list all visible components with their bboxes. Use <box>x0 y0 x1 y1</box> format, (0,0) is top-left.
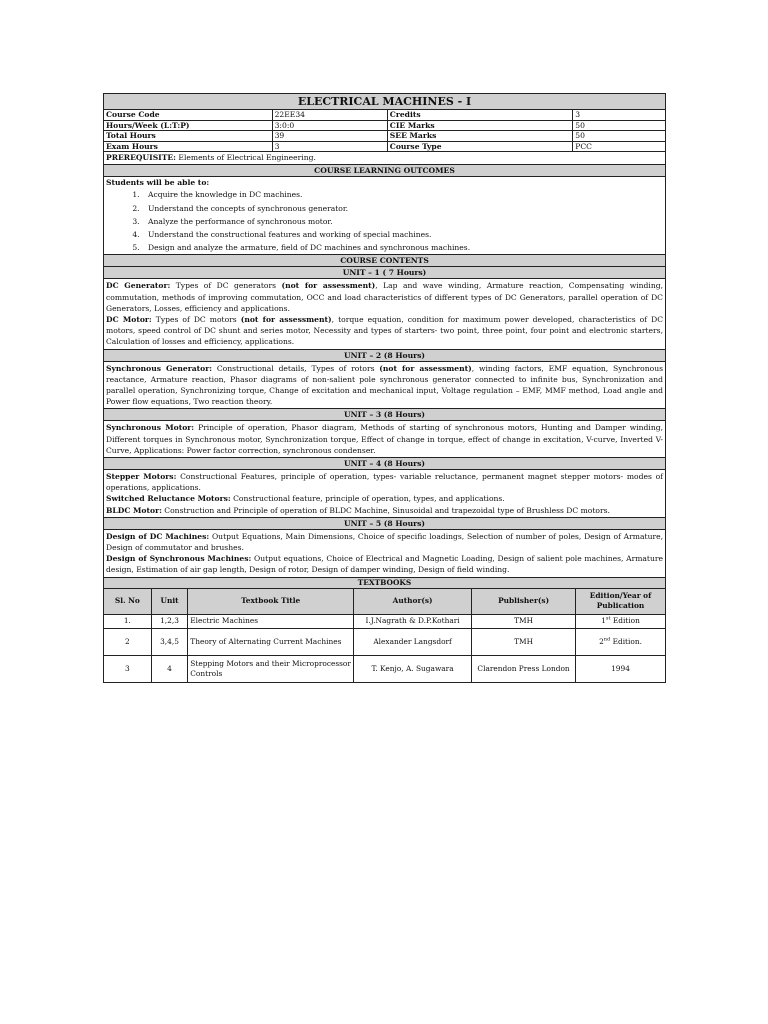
topic-label: BLDC Motor: <box>106 505 162 515</box>
contents-heading: COURSE CONTENTS <box>104 255 666 267</box>
total-hours-value: 39 <box>272 131 387 142</box>
unit-paragraph <box>106 505 663 516</box>
edition-rest: Edition. <box>610 636 642 646</box>
unit-2-heading: UNIT – 2 (8 Hours) <box>104 349 666 361</box>
unit-paragraph <box>106 422 663 456</box>
cie-label: CIE Marks <box>387 120 572 131</box>
col-unit: Unit <box>151 588 188 614</box>
clo-intro: Students will be able to: <box>106 178 210 188</box>
cell-author: Alexander Langsdorf <box>354 628 472 655</box>
see-label: SEE Marks <box>387 131 572 142</box>
cell-edition <box>576 628 666 655</box>
course-code-label: Course Code <box>104 110 273 121</box>
clo-item: 5. Design and analyze the armature, field of DC machines and synchronous machines. <box>142 241 663 254</box>
cell-sl: 3 <box>104 655 152 682</box>
unit-paragraph <box>106 363 663 408</box>
unit-3-heading: UNIT – 3 (8 Hours) <box>104 409 666 421</box>
see-value: 50 <box>573 131 666 142</box>
cell-unit: 4 <box>151 655 188 682</box>
unit-2-body <box>104 361 666 409</box>
prerequisite <box>104 152 666 165</box>
unit-paragraph <box>106 471 663 493</box>
edition-num: 1 <box>601 616 606 626</box>
table-row <box>104 628 666 655</box>
topic-label: Design of DC Machines: <box>106 531 210 541</box>
col-edition: Edition/Year of Publication <box>576 588 666 614</box>
topic-label: DC Motor: <box>106 315 152 324</box>
course-type-value: PCC <box>573 141 666 152</box>
topic-label: Synchronous Motor: <box>106 423 195 433</box>
topic-text: Constructional Features, principle of operation, types- variable reluctance, permanent magnet stepper motors- modes of operations, applications. <box>106 472 663 493</box>
edition-rest: Edition <box>610 616 640 626</box>
col-title: Textbook Title <box>188 588 354 614</box>
course-code-value: 22EE34 <box>272 110 387 121</box>
cell-unit: 3,4,5 <box>151 628 188 655</box>
exam-hours-label: Exam Hours <box>104 141 273 152</box>
edition-num: 1994 <box>611 663 630 673</box>
cell-title: Stepping Motors and their Microprocessor Controls <box>188 655 354 682</box>
col-sl-no: Sl. No <box>104 588 152 614</box>
cell-edition <box>576 614 666 628</box>
cie-value: 50 <box>573 120 666 131</box>
topic-text: , torque equation, condition for maximum power developed, characteristics of DC motors, speed control of DC shunt and series motor, Necessity and types of starters- two point, three point, four point and electronic starters, Calculation of losses and efficiency, applications. <box>106 315 663 347</box>
topic-text: Types of DC motors <box>151 315 241 324</box>
credits-value: 3 <box>573 110 666 121</box>
cell-sl: 1. <box>104 614 152 628</box>
edition-num: 2 <box>599 636 604 646</box>
total-hours-label: Total Hours <box>104 131 273 142</box>
clo-item: 4. Understand the constructional features and working of special machines. <box>142 228 663 241</box>
textbooks-table <box>103 577 666 683</box>
topic-label: Stepper Motors: <box>106 472 177 482</box>
topic-text: Output equations, Choice of Electrical and Magnetic Loading, Design of salient pole machines, Armature design, Estimation of air gap length, Design of rotor, Design of damper winding, Design of field winding. <box>106 554 663 575</box>
unit-paragraph <box>106 553 663 575</box>
hours-label: Hours/Week (L:T:P) <box>104 120 273 131</box>
prerequisite-label: PREREQUISITE: <box>106 153 176 163</box>
credits-label: Credits <box>387 110 572 121</box>
topic-text: Types of DC generators <box>170 281 282 291</box>
cell-title: Theory of Alternating Current Machines <box>188 628 354 655</box>
unit-1-heading: UNIT – 1 ( 7 Hours) <box>104 267 666 279</box>
hours-value: 3:0:0 <box>272 120 387 131</box>
unit-paragraph <box>106 280 663 314</box>
col-publisher: Publisher(s) <box>472 588 576 614</box>
topic-label: Synchronous Generator: <box>106 363 213 373</box>
col-author: Author(s) <box>354 588 472 614</box>
course-type-label: Course Type <box>387 141 572 152</box>
course-table <box>103 93 666 578</box>
topic-text: Constructional details, Types of rotors <box>212 363 380 373</box>
unit-5-body <box>104 529 666 577</box>
exam-hours-value: 3 <box>272 141 387 152</box>
unit-paragraph <box>106 314 663 348</box>
edition-sup: st <box>605 615 611 622</box>
topic-note: (not for assessment) <box>281 281 376 291</box>
topic-note: (not for assessment) <box>379 363 472 373</box>
cell-publisher: Clarendon Press London <box>472 655 576 682</box>
clo-item: 3. Analyze the performance of synchronous motor. <box>142 215 663 228</box>
textbooks-heading: TEXTBOOKS <box>104 577 666 588</box>
syllabus-document <box>103 93 666 683</box>
topic-label: DC Generator: <box>106 281 171 291</box>
clo-list <box>106 188 663 254</box>
clo-heading: COURSE LEARNING OUTCOMES <box>104 165 666 177</box>
cell-publisher: TMH <box>472 628 576 655</box>
topic-label: Switched Reluctance Motors: <box>106 494 231 504</box>
topic-text: Principle of operation, Phasor diagram, Methods of starting of synchronous motors, Hunting and Damper winding, Different torques in Synchronous motor, Synchronization torque, Effect of change in torque, effect of change in excitation, V-curve, Inverted V-Curve, Applications: Power factor correction, synchronous condenser. <box>106 423 663 455</box>
clo-item: 2. Understand the concepts of synchronous generator. <box>142 202 663 215</box>
unit-4-heading: UNIT – 4 (8 Hours) <box>104 458 666 470</box>
unit-paragraph <box>106 531 663 553</box>
topic-text: , Lap and wave winding, Armature reaction, Compensating winding, commutation, methods of improving commutation, OCC and load characteristics of different types of DC Generators, parallel operation of DC Generators, Losses, efficiency and applications. <box>106 281 663 313</box>
cell-sl: 2 <box>104 628 152 655</box>
cell-author: T. Kenjo, A. Sugawara <box>354 655 472 682</box>
clo-item: 1. Acquire the knowledge in DC machines. <box>142 188 663 201</box>
topic-label: Design of Synchronous Machines: <box>106 554 252 564</box>
unit-paragraph <box>106 493 663 504</box>
topic-text: Output Equations, Main Dimensions, Choice of specific loadings, Selection of number of poles, Design of Armature, Design of commutator and brushes. <box>106 531 663 553</box>
topic-text: Constructional feature, principle of operation, types, and applications. <box>230 494 505 504</box>
table-row <box>104 614 666 628</box>
topic-text: Construction and Principle of operation of BLDC Machine, Sinusoidal and trapezoidal type of Brushless DC motors. <box>161 505 610 515</box>
cell-unit: 1,2,3 <box>151 614 188 628</box>
unit-5-heading: UNIT – 5 (8 Hours) <box>104 517 666 529</box>
topic-note: (not for assessment) <box>240 315 332 324</box>
cell-publisher: TMH <box>472 614 576 628</box>
topic-text: , winding factors, EMF equation, Synchronous reactance, Armature reaction, Phasor diagrams of non-salient pole synchronous generator connected to infinite bus, Synchronization and parallel operation, Synchronizing torque, Change of excitation and mechanical input, Voltage regulation – EMF, MMF method, Load angle and Power flow equations, Two reaction theory. <box>106 363 663 407</box>
unit-3-body <box>104 421 666 458</box>
unit-1-body <box>104 279 666 349</box>
table-row <box>104 655 666 682</box>
cell-author: I.J.Nagrath & D.P.Kothari <box>354 614 472 628</box>
unit-4-body <box>104 470 666 518</box>
cell-title: Electric Machines <box>188 614 354 628</box>
edition-sup: nd <box>603 636 611 643</box>
cell-edition <box>576 655 666 682</box>
clo-section <box>104 177 666 255</box>
course-title: ELECTRICAL MACHINES - I <box>104 94 666 110</box>
prerequisite-text: Elements of Electrical Engineering. <box>175 153 316 163</box>
